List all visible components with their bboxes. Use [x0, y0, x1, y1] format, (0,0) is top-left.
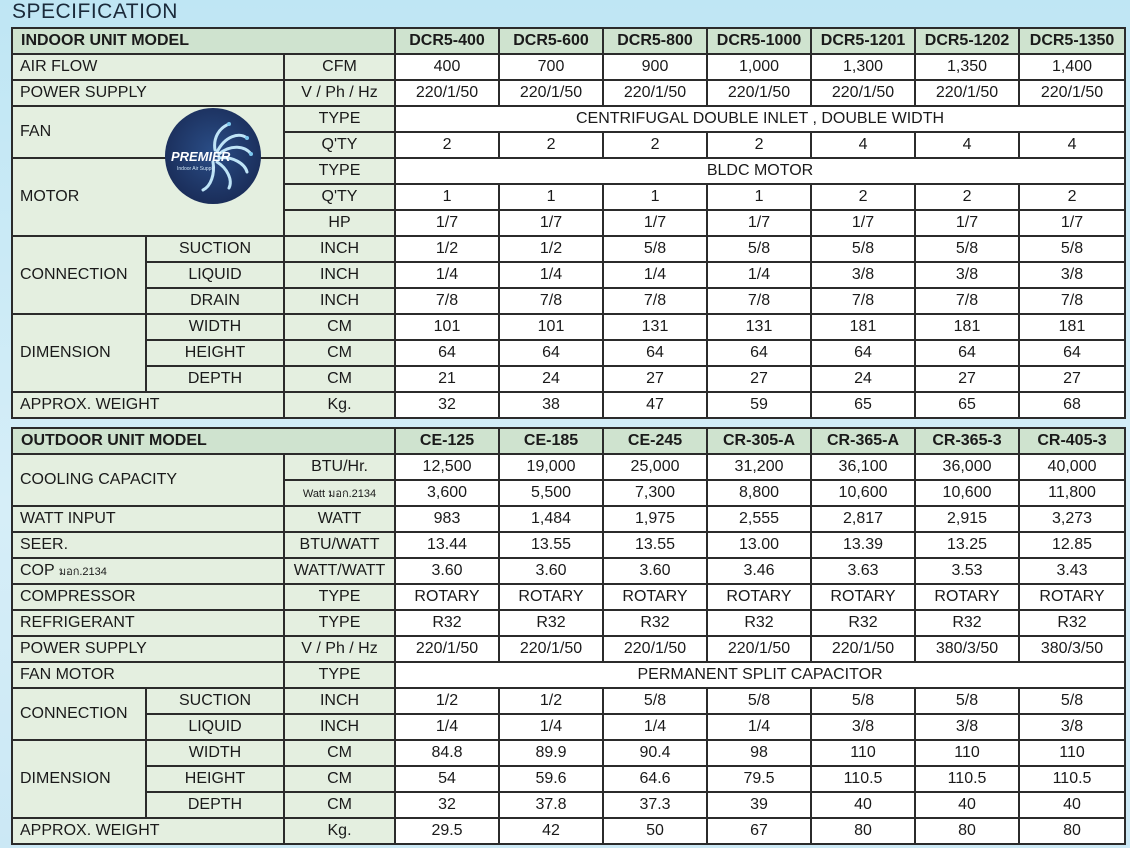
cell-value: 3,273 [1019, 506, 1125, 532]
cell-value: 80 [1019, 818, 1125, 844]
model-name: DCR5-400 [395, 28, 499, 54]
cell-value: 7,300 [603, 480, 707, 506]
cell-value: 2 [395, 132, 499, 158]
row-unit: INCH [284, 714, 395, 740]
cell-value: 40 [1019, 792, 1125, 818]
cell-value: 80 [915, 818, 1019, 844]
row-sublabel: DEPTH [146, 792, 284, 818]
row-label: COMPRESSOR [12, 584, 284, 610]
connection-drain-row [12, 288, 1125, 314]
refrigerant-row [12, 610, 1125, 636]
cell-value: 220/1/50 [1019, 80, 1125, 106]
page-title: SPECIFICATION [12, 0, 178, 23]
cell-value: 1/4 [603, 714, 707, 740]
outdoor-connection-liquid-row [12, 714, 1125, 740]
cell-value: 13.00 [707, 532, 811, 558]
cell-value: 32 [395, 392, 499, 418]
cell-value: 98 [707, 740, 811, 766]
cell-value: 13.25 [915, 532, 1019, 558]
cell-value: 220/1/50 [603, 636, 707, 662]
motor-type-value: BLDC MOTOR [395, 158, 1125, 184]
cell-value: 101 [395, 314, 499, 340]
cell-value: 220/1/50 [707, 636, 811, 662]
cell-value: ROTARY [811, 584, 915, 610]
cell-value: 36,100 [811, 454, 915, 480]
cell-value: 3/8 [1019, 714, 1125, 740]
cell-value: 39 [707, 792, 811, 818]
cell-value: 36,000 [915, 454, 1019, 480]
cell-value: 220/1/50 [707, 80, 811, 106]
cell-value: 3/8 [915, 262, 1019, 288]
row-sublabel: DEPTH [146, 366, 284, 392]
cell-value: 24 [811, 366, 915, 392]
cell-value: 64 [811, 340, 915, 366]
model-name: CE-185 [499, 428, 603, 454]
dimension-depth-row [12, 366, 1125, 392]
cell-value: 3.53 [915, 558, 1019, 584]
cell-value: 181 [811, 314, 915, 340]
row-unit: HP [284, 210, 395, 236]
row-unit: CM [284, 766, 395, 792]
cell-value: 2 [1019, 184, 1125, 210]
cell-value: 7/8 [395, 288, 499, 314]
cooling-btu-row [12, 454, 1125, 480]
outdoor-header-label: OUTDOOR UNIT MODEL [12, 428, 395, 454]
air-flow-row [12, 54, 1125, 80]
cell-value: 110.5 [811, 766, 915, 792]
row-unit: BTU/WATT [284, 532, 395, 558]
dimension-width-row [12, 314, 1125, 340]
outdoor-connection-suction-row [12, 688, 1125, 714]
cell-value: 5/8 [811, 688, 915, 714]
cell-value: 220/1/50 [915, 80, 1019, 106]
premier-logo [165, 108, 261, 204]
cop-label: COP [20, 562, 55, 579]
cell-value: R32 [1019, 610, 1125, 636]
cell-value: 1/4 [499, 714, 603, 740]
cell-value: 3.60 [499, 558, 603, 584]
outdoor-weight-row [12, 818, 1125, 844]
cell-value: 983 [395, 506, 499, 532]
cop-row [12, 558, 1125, 584]
cell-value: 5,500 [499, 480, 603, 506]
cell-value: 5/8 [603, 688, 707, 714]
fan-type-value: CENTRIFUGAL DOUBLE INLET , DOUBLE WIDTH [395, 106, 1125, 132]
cell-value: 7/8 [811, 288, 915, 314]
indoor-header-row [12, 28, 1125, 54]
cell-value: 5/8 [811, 236, 915, 262]
row-label: SEER. [12, 532, 284, 558]
cell-value: 40 [811, 792, 915, 818]
row-unit: TYPE [284, 610, 395, 636]
indoor-header-label: INDOOR UNIT MODEL [12, 28, 395, 54]
cell-value: 1,975 [603, 506, 707, 532]
cell-value: 1,000 [707, 54, 811, 80]
cell-value: 110 [811, 740, 915, 766]
cell-value: 1/4 [603, 262, 707, 288]
cell-value: 40,000 [1019, 454, 1125, 480]
cell-value: 7/8 [1019, 288, 1125, 314]
logo-tagline: Indoor Air Supply [177, 166, 216, 172]
row-unit: CFM [284, 54, 395, 80]
cell-value: 47 [603, 392, 707, 418]
cell-value: 40 [915, 792, 1019, 818]
cell-value: 4 [1019, 132, 1125, 158]
cell-value: 5/8 [915, 236, 1019, 262]
cell-value: 25,000 [603, 454, 707, 480]
cell-value: 1,484 [499, 506, 603, 532]
cell-value: 80 [811, 818, 915, 844]
cell-value: 31,200 [707, 454, 811, 480]
row-unit: INCH [284, 288, 395, 314]
row-sublabel: WIDTH [146, 314, 284, 340]
cell-value: 37.3 [603, 792, 707, 818]
outdoor-dimension-width-row [12, 740, 1125, 766]
watt-input-row [12, 506, 1125, 532]
cell-value: 27 [1019, 366, 1125, 392]
weight-row [12, 392, 1125, 418]
row-label: REFRIGERANT [12, 610, 284, 636]
cell-value: 64 [395, 340, 499, 366]
row-sublabel: HEIGHT [146, 766, 284, 792]
cell-value: 2,817 [811, 506, 915, 532]
cell-value: 64 [499, 340, 603, 366]
cell-value: 7/8 [915, 288, 1019, 314]
cell-value: 64 [603, 340, 707, 366]
cell-value: R32 [499, 610, 603, 636]
cell-value: 1/4 [707, 262, 811, 288]
cell-value: 42 [499, 818, 603, 844]
connection-liquid-row [12, 262, 1125, 288]
cell-value: R32 [603, 610, 707, 636]
row-unit: Kg. [284, 818, 395, 844]
row-unit: TYPE [284, 584, 395, 610]
outdoor-dimension-height-row [12, 766, 1125, 792]
cell-value: 32 [395, 792, 499, 818]
row-unit: CM [284, 340, 395, 366]
cell-value: 59 [707, 392, 811, 418]
cell-value: 1 [499, 184, 603, 210]
logo-wordmark: PREMIER [171, 149, 231, 164]
seer-row [12, 532, 1125, 558]
cell-value: 68 [1019, 392, 1125, 418]
row-label: APPROX. WEIGHT [12, 818, 284, 844]
indoor-spec-table [11, 27, 1126, 419]
cell-value: 37.8 [499, 792, 603, 818]
cell-value: 12,500 [395, 454, 499, 480]
cell-value: 3.46 [707, 558, 811, 584]
model-name: DCR5-1201 [811, 28, 915, 54]
model-name: CR-305-A [707, 428, 811, 454]
model-name: CE-125 [395, 428, 499, 454]
row-unit: CM [284, 314, 395, 340]
cell-value: 65 [915, 392, 1019, 418]
cell-value: 220/1/50 [499, 636, 603, 662]
row-unit: Watt มอก.2134 [284, 480, 395, 506]
cell-value: 181 [1019, 314, 1125, 340]
cell-value: 59.6 [499, 766, 603, 792]
model-name: DCR5-1202 [915, 28, 1019, 54]
row-unit: Kg. [284, 392, 395, 418]
cell-value: 12.85 [1019, 532, 1125, 558]
cell-value: 5/8 [1019, 688, 1125, 714]
cell-value: 3,600 [395, 480, 499, 506]
cell-value: 1,400 [1019, 54, 1125, 80]
cell-value: 5/8 [915, 688, 1019, 714]
cell-value: 3.60 [603, 558, 707, 584]
cell-value: 1/2 [395, 236, 499, 262]
fan-motor-value: PERMANENT SPLIT CAPACITOR [395, 662, 1125, 688]
cell-value: 2 [811, 184, 915, 210]
cell-value: 1/7 [707, 210, 811, 236]
cell-value: R32 [915, 610, 1019, 636]
row-label: CONNECTION [12, 236, 146, 314]
cell-value: 110.5 [1019, 766, 1125, 792]
row-sublabel: LIQUID [146, 262, 284, 288]
power-supply-row [12, 80, 1125, 106]
cell-value: R32 [707, 610, 811, 636]
cell-value: 1/7 [603, 210, 707, 236]
cell-value: 220/1/50 [811, 80, 915, 106]
cell-value: 3/8 [1019, 262, 1125, 288]
model-name: CR-365-A [811, 428, 915, 454]
row-unit: WATT/WATT [284, 558, 395, 584]
row-sublabel: DRAIN [146, 288, 284, 314]
row-unit: TYPE [284, 158, 395, 184]
cell-value: ROTARY [499, 584, 603, 610]
row-label: AIR FLOW [12, 54, 284, 80]
indoor-spec-table-wrap [11, 27, 1120, 419]
cell-value: 84.8 [395, 740, 499, 766]
row-label: DIMENSION [12, 314, 146, 392]
cell-value: 380/3/50 [1019, 636, 1125, 662]
cell-value: R32 [395, 610, 499, 636]
cell-value: 5/8 [707, 688, 811, 714]
row-sublabel: SUCTION [146, 688, 284, 714]
compressor-row [12, 584, 1125, 610]
cell-value: ROTARY [707, 584, 811, 610]
row-unit: TYPE [284, 662, 395, 688]
row-label: DIMENSION [12, 740, 146, 818]
connection-suction-row [12, 236, 1125, 262]
cell-value: 21 [395, 366, 499, 392]
cell-value: 220/1/50 [499, 80, 603, 106]
model-name: DCR5-800 [603, 28, 707, 54]
row-label: MOTOR [12, 158, 284, 236]
row-label: WATT INPUT [12, 506, 284, 532]
row-unit: CM [284, 740, 395, 766]
row-label: FAN [12, 106, 284, 158]
cell-value: 13.39 [811, 532, 915, 558]
model-name: CE-245 [603, 428, 707, 454]
cell-value: 4 [811, 132, 915, 158]
cell-value: 1/4 [499, 262, 603, 288]
cell-value: 3.63 [811, 558, 915, 584]
row-sublabel: LIQUID [146, 714, 284, 740]
cell-value: 50 [603, 818, 707, 844]
cell-value: 220/1/50 [811, 636, 915, 662]
cell-value: 900 [603, 54, 707, 80]
cell-value: 38 [499, 392, 603, 418]
cell-value: 10,600 [811, 480, 915, 506]
model-name: DCR5-1350 [1019, 28, 1125, 54]
cell-value: 1/7 [1019, 210, 1125, 236]
cell-value: 131 [707, 314, 811, 340]
cell-value: ROTARY [395, 584, 499, 610]
cell-value: 220/1/50 [395, 80, 499, 106]
model-name: CR-405-3 [1019, 428, 1125, 454]
cell-value: 7/8 [603, 288, 707, 314]
model-name: DCR5-600 [499, 28, 603, 54]
row-unit: Q'TY [284, 184, 395, 210]
cell-value: 67 [707, 818, 811, 844]
row-unit: TYPE [284, 106, 395, 132]
cell-value: 24 [499, 366, 603, 392]
cell-value: 1/4 [395, 714, 499, 740]
cell-value: ROTARY [1019, 584, 1125, 610]
cell-value: 1/7 [915, 210, 1019, 236]
cell-value: 3.43 [1019, 558, 1125, 584]
outdoor-dimension-depth-row [12, 792, 1125, 818]
cell-value: 2 [915, 184, 1019, 210]
row-sublabel: WIDTH [146, 740, 284, 766]
cell-value: 3.60 [395, 558, 499, 584]
cell-value: 13.55 [499, 532, 603, 558]
outdoor-spec-table [11, 427, 1126, 845]
row-label: COOLING CAPACITY [12, 454, 284, 506]
cell-value: 27 [915, 366, 1019, 392]
cell-value: 2 [499, 132, 603, 158]
cell-value: 1/4 [395, 262, 499, 288]
cell-value: 10,600 [915, 480, 1019, 506]
row-label: APPROX. WEIGHT [12, 392, 284, 418]
cell-value: 90.4 [603, 740, 707, 766]
model-name: DCR5-1000 [707, 28, 811, 54]
cell-value: 101 [499, 314, 603, 340]
cell-value: 11,800 [1019, 480, 1125, 506]
row-unit: INCH [284, 688, 395, 714]
row-unit: CM [284, 792, 395, 818]
model-name: CR-365-3 [915, 428, 1019, 454]
cell-value: 64.6 [603, 766, 707, 792]
row-unit: V / Ph / Hz [284, 80, 395, 106]
cell-value: 110 [915, 740, 1019, 766]
cell-value: 1/2 [395, 688, 499, 714]
cell-value: 1 [395, 184, 499, 210]
row-unit: INCH [284, 262, 395, 288]
row-label [12, 558, 284, 584]
fan-motor-row [12, 662, 1125, 688]
cell-value: 5/8 [1019, 236, 1125, 262]
dimension-height-row [12, 340, 1125, 366]
row-label: POWER SUPPLY [12, 636, 284, 662]
cell-value: 1/7 [811, 210, 915, 236]
cell-value: 1/2 [499, 236, 603, 262]
cop-label-suffix: มอก.2134 [58, 566, 107, 578]
cell-value: 13.55 [603, 532, 707, 558]
cell-value: 181 [915, 314, 1019, 340]
cell-value: 2 [707, 132, 811, 158]
cell-value: 4 [915, 132, 1019, 158]
cell-value: 1,300 [811, 54, 915, 80]
cell-value: 64 [1019, 340, 1125, 366]
row-unit: Q'TY [284, 132, 395, 158]
cell-value: 1 [603, 184, 707, 210]
cell-value: 7/8 [707, 288, 811, 314]
cell-value: 27 [603, 366, 707, 392]
outdoor-header-row [12, 428, 1125, 454]
cell-value: 1/2 [499, 688, 603, 714]
cell-value: R32 [811, 610, 915, 636]
cell-value: 27 [707, 366, 811, 392]
cell-value: 131 [603, 314, 707, 340]
cell-value: 64 [915, 340, 1019, 366]
row-label: CONNECTION [12, 688, 146, 740]
cell-value: 1 [707, 184, 811, 210]
cell-value: 7/8 [499, 288, 603, 314]
cell-value: 13.44 [395, 532, 499, 558]
cell-value: ROTARY [603, 584, 707, 610]
cell-value: 1/4 [707, 714, 811, 740]
outdoor-spec-table-wrap [11, 427, 1120, 845]
cell-value: 3/8 [915, 714, 1019, 740]
cell-value: 110.5 [915, 766, 1019, 792]
cell-value: 79.5 [707, 766, 811, 792]
cell-value: 2,555 [707, 506, 811, 532]
cell-value: 64 [707, 340, 811, 366]
swirl-logo-icon [165, 108, 261, 204]
cell-value: 3/8 [811, 262, 915, 288]
cell-value: 3/8 [811, 714, 915, 740]
cell-value: 8,800 [707, 480, 811, 506]
row-label: POWER SUPPLY [12, 80, 284, 106]
cell-value: 220/1/50 [395, 636, 499, 662]
cell-value: 700 [499, 54, 603, 80]
cell-value: 220/1/50 [603, 80, 707, 106]
row-sublabel: SUCTION [146, 236, 284, 262]
cell-value: ROTARY [915, 584, 1019, 610]
cell-value: 400 [395, 54, 499, 80]
outdoor-power-supply-row [12, 636, 1125, 662]
cell-value: 380/3/50 [915, 636, 1019, 662]
cell-value: 65 [811, 392, 915, 418]
cell-value: 110 [1019, 740, 1125, 766]
cell-value: 2,915 [915, 506, 1019, 532]
row-unit: INCH [284, 236, 395, 262]
row-unit: CM [284, 366, 395, 392]
cell-value: 89.9 [499, 740, 603, 766]
cell-value: 19,000 [499, 454, 603, 480]
cell-value: 2 [603, 132, 707, 158]
row-unit: BTU/Hr. [284, 454, 395, 480]
cell-value: 29.5 [395, 818, 499, 844]
cell-value: 1,350 [915, 54, 1019, 80]
cell-value: 5/8 [707, 236, 811, 262]
cell-value: 1/7 [499, 210, 603, 236]
row-unit: WATT [284, 506, 395, 532]
cell-value: 5/8 [603, 236, 707, 262]
cell-value: 54 [395, 766, 499, 792]
row-label: FAN MOTOR [12, 662, 284, 688]
cell-value: 1/7 [395, 210, 499, 236]
row-sublabel: HEIGHT [146, 340, 284, 366]
row-unit: V / Ph / Hz [284, 636, 395, 662]
